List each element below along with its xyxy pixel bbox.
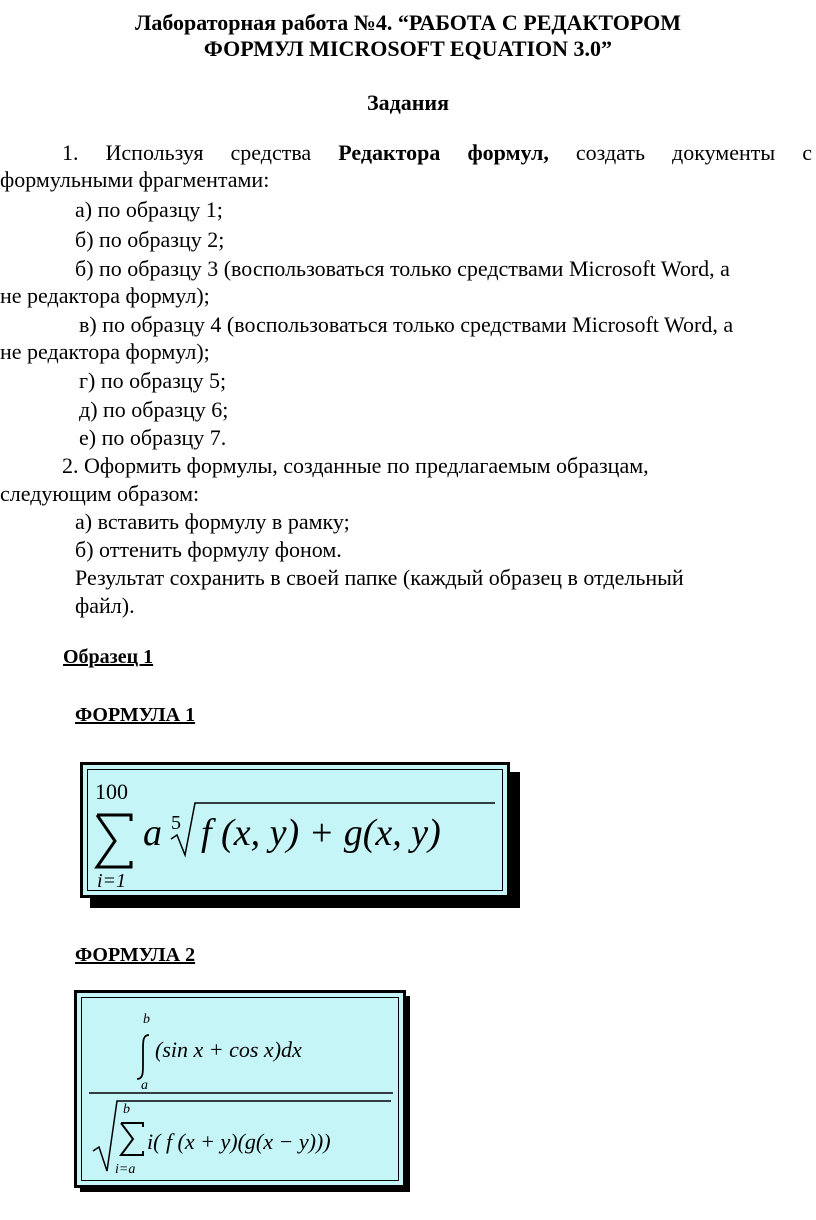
formula1-frame xyxy=(80,762,510,898)
integral-icon xyxy=(137,1035,149,1079)
task1-word: документы xyxy=(672,140,776,165)
task2-line2: следующим образом: xyxy=(0,481,200,506)
formula2-sum-lower: i=a xyxy=(115,1162,136,1177)
formula2-frame xyxy=(74,990,406,1188)
formula2-numerator: (sin x + cos x)dx xyxy=(155,1037,302,1062)
task1-item-a: а) по образцу 1; xyxy=(75,197,223,222)
task1-item-g: е) по образцу 7. xyxy=(79,425,227,450)
formula1-svg xyxy=(83,765,507,895)
task2-result-line2: файл). xyxy=(75,593,135,618)
formula2-svg xyxy=(77,993,403,1185)
formula2-sum-upper: b xyxy=(123,1102,130,1117)
task1-word: средства xyxy=(230,140,312,165)
task1-bold-word: формул, xyxy=(467,140,549,165)
formula1-root-index: 5 xyxy=(171,812,181,834)
task1-item-d-cont: не редактора формул); xyxy=(0,339,210,364)
page-title-line2: ФОРМУЛ MICROSOFT EQUATION 3.0” xyxy=(203,36,613,61)
task2-item-b: б) оттенить формулу фоном. xyxy=(75,537,342,562)
task2-line1: 2. Оформить формулы, созданные по предлагаемым образцам, xyxy=(62,453,649,478)
task1-word: создать xyxy=(575,140,645,165)
formula1-heading: ФОРМУЛА 1 xyxy=(75,704,196,726)
formula1-sum-lower: i=1 xyxy=(97,870,127,892)
sigma-icon xyxy=(121,1123,143,1155)
formula2-int-lower: a xyxy=(141,1078,148,1093)
sample1-heading: Образец 1 xyxy=(63,646,154,668)
task1-bold-word: Редактора xyxy=(338,140,441,165)
task1-item-e: г) по образцу 5; xyxy=(79,368,227,393)
page-title-line1: Лабораторная работа №4. “РАБОТА С РЕДАКТОРОМ xyxy=(134,10,682,35)
task1-word: Используя xyxy=(105,140,204,165)
formula1-a: a xyxy=(143,812,162,854)
formula1-expression: f (x, y) + g(x, y) xyxy=(201,812,441,854)
formula2-heading: ФОРМУЛА 2 xyxy=(75,944,196,966)
task1-line1 xyxy=(0,140,812,166)
task1-item-f: д) по образцу 6; xyxy=(79,397,229,422)
sigma-icon xyxy=(97,815,131,867)
task2-result-line1: Результат сохранить в своей папке (каждый образец в отдельный xyxy=(75,565,684,590)
task2-item-a: а) вставить формулу в рамку; xyxy=(75,509,350,534)
task1-item-c-cont: не редактора формул); xyxy=(0,283,210,308)
task1-word: с xyxy=(802,140,812,165)
task1-item-c: б) по образцу 3 (воспользоваться только средствами Microsoft Word, а xyxy=(75,256,730,281)
formula1-sum-upper: 100 xyxy=(95,779,128,804)
task1-line2: формульными фрагментами: xyxy=(0,167,270,192)
task1-item-b: б) по образцу 2; xyxy=(75,227,225,252)
task1-number: 1. xyxy=(62,140,79,165)
formula2-int-upper: b xyxy=(143,1012,150,1027)
tasks-heading: Задания xyxy=(367,90,449,115)
formula2-denominator: i( f (x + y)(g(x − y))) xyxy=(147,1129,331,1154)
task1-item-d: в) по образцу 4 (воспользоваться только средствами Microsoft Word, а xyxy=(79,312,734,337)
